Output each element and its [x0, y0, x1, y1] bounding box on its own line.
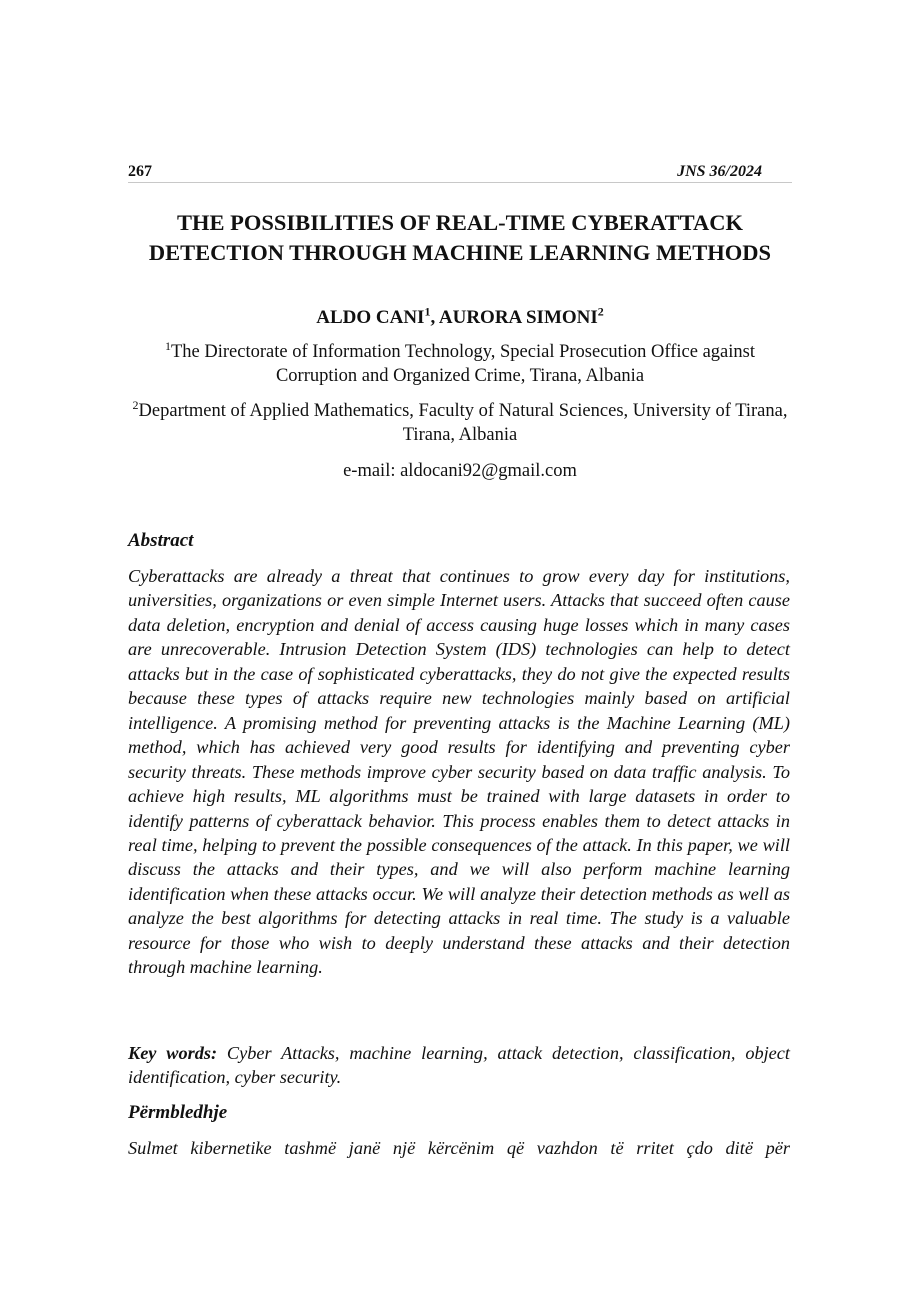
summary-heading: Përmbledhje: [128, 1102, 228, 1123]
author-separator: ,: [430, 307, 439, 328]
author-affiliation-mark: 1: [424, 304, 431, 319]
affiliation-text: Department of Applied Mathematics, Faculty of Natural Sciences, University of Tirana, Tirana, Albania: [138, 401, 788, 445]
summary-text: Sulmet kibernetike tashmë janë një kërcënim që vazhdon të rritet çdo ditë për: [128, 1138, 790, 1158]
keywords-paragraph: [128, 1041, 790, 1090]
abstract-heading: Abstract: [128, 530, 194, 551]
author-name: ALDO CANI: [316, 307, 425, 328]
affiliation: [128, 399, 792, 447]
keywords-label: Key words:: [128, 1043, 218, 1063]
header-rule: [128, 182, 792, 183]
journal-reference: JNS 36/2024: [677, 163, 762, 180]
contact-email: e-mail: aldocani92@gmail.com: [343, 461, 577, 481]
abstract-text: Cyberattacks are already a threat that continues to grow every day for institutions, universities, organizations or even simple Internet users. Attacks that succeed often cause data deletion, encryption and denial of access causing huge losses which in many cases are unrecoverable. Intrusion Detection System (IDS) technologies can help to detect attacks but in the case of sophisticated cyberattacks, they do not give the expected results because these types of attacks require new technologies mainly based on artificial intelligence. A promising method for preventing attacks is the Machine Learning (ML) method, which has achieved very good results for identifying and preventing cyber security threats. These methods improve cyber security based on data traffic analysis. To achieve high results, ML algorithms must be trained with large datasets in order to identify patterns of cyberattack behavior. This process enables them to detect attacks in real time, helping to prevent the possible consequences of the attack. In this paper, we will discuss the attacks and their types, and we will also perform machine learning identification when these attacks occur. We will analyze their detection methods as well as analyze the best algorithms for detecting attacks in real time. The study is a valuable resource for those who wish to deeply understand these attacks and their detection through machine learning.: [128, 566, 790, 978]
affiliation-mark: 2: [132, 397, 139, 412]
author-line: [128, 306, 792, 330]
paper-title: THE POSSIBILITIES OF REAL-TIME CYBERATTACK DETECTION THROUGH MACHINE LEARNING METHODS: [148, 210, 772, 265]
affiliation-text: The Directorate of Information Technology, Special Prosecution Office against Corruption and Organized Crime, Tirana, Albania: [170, 342, 755, 386]
affiliation-mark: 1: [164, 338, 171, 353]
keywords-text: Cyber Attacks, machine learning, attack detection, classification, object identification, cyber security.: [128, 1043, 790, 1088]
affiliation: [128, 340, 792, 388]
page-number: 267: [128, 163, 152, 180]
author-affiliation-mark: 2: [597, 304, 604, 319]
author-name: AURORA SIMONI: [438, 307, 598, 328]
